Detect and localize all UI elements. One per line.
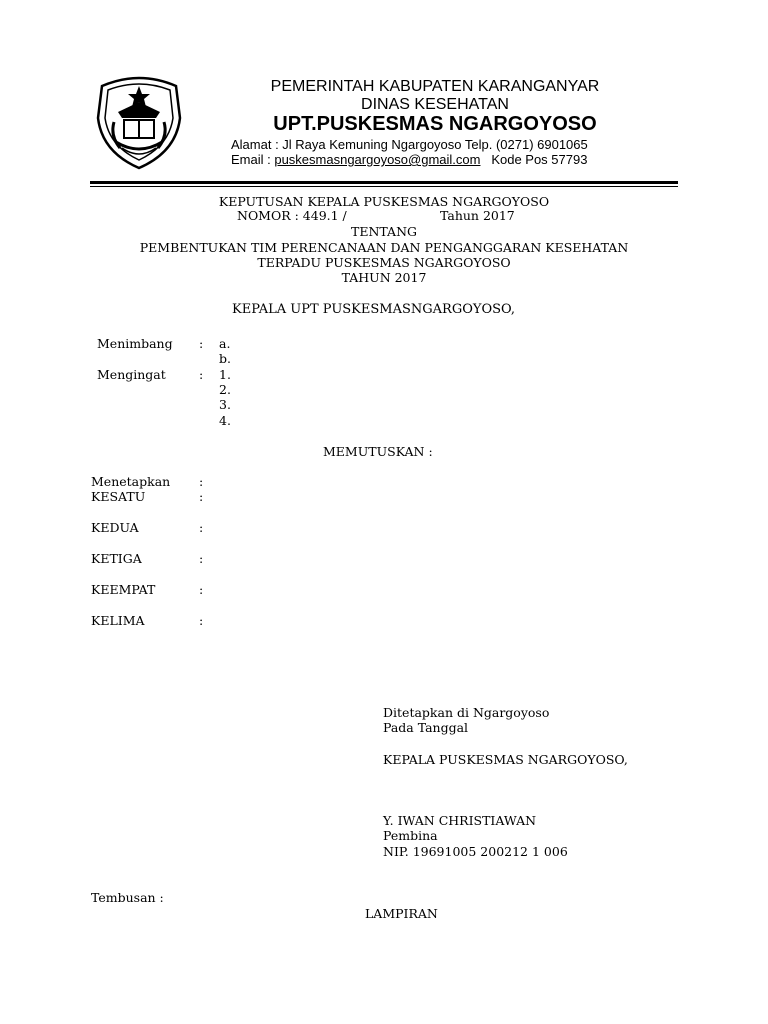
- letterhead-rule-thick: [90, 181, 678, 184]
- mengingat-item: 4.: [219, 413, 231, 428]
- menimbang-label: Menimbang: [97, 336, 173, 351]
- decision-label: KEEMPAT: [91, 582, 156, 597]
- decree-subject-1: PEMBENTUKAN TIM PERENCANAAN DAN PENGANGGARAN KESEHATAN: [139, 240, 629, 255]
- decree-title: KEPUTUSAN KEPALA PUSKESMAS NGARGOYOSO: [218, 194, 550, 209]
- regency-crest-icon: [94, 72, 184, 170]
- menimbang-colon: :: [199, 336, 204, 351]
- decision-label: KEDUA: [91, 520, 139, 535]
- email-link[interactable]: puskesmasngargoyoso@gmail.com: [274, 152, 481, 167]
- kepala-heading: KEPALA UPT PUSKESMASNGARGOYOSO,: [232, 302, 516, 317]
- decree-subject-2: TERPADU PUSKESMAS NGARGOYOSO: [257, 255, 511, 270]
- decision-label: KESATU: [91, 489, 146, 504]
- decision-colon: :: [199, 613, 204, 628]
- decree-number: NOMOR : 449.1 /: [237, 208, 347, 223]
- decision-colon: :: [199, 551, 204, 566]
- signature-date: Pada Tanggal: [383, 720, 469, 735]
- decision-label: KELIMA: [91, 613, 145, 628]
- letterhead-rule-thin: [90, 186, 678, 187]
- decision-label: KETIGA: [91, 551, 142, 566]
- postal-code: Kode Pos 57793: [491, 152, 588, 167]
- signatory-name: Y. IWAN CHRISTIAWAN: [383, 813, 537, 828]
- signature-title: KEPALA PUSKESMAS NGARGOYOSO,: [383, 752, 628, 767]
- letterhead-institution: UPT.PUSKESMAS NGARGOYOSO: [273, 113, 597, 135]
- decree-year: Tahun 2017: [440, 208, 515, 223]
- decision-colon: :: [199, 520, 204, 535]
- decision-colon: :: [199, 582, 204, 597]
- menimbang-item: b.: [219, 351, 231, 366]
- letterhead-address: Alamat : Jl Raya Kemuning Ngargoyoso Telp. (0271) 6901065: [231, 137, 588, 152]
- signature-place: Ditetapkan di Ngargoyoso: [383, 705, 550, 720]
- menimbang-item: a.: [219, 336, 231, 351]
- signatory-rank: Pembina: [383, 828, 438, 843]
- lampiran-heading: LAMPIRAN: [365, 906, 438, 921]
- letterhead-contact: [231, 152, 587, 167]
- mengingat-label: Mengingat: [97, 367, 166, 382]
- decision-colon: :: [199, 489, 204, 504]
- letterhead-department: DINAS KESEHATAN: [361, 96, 509, 113]
- mengingat-item: 2.: [219, 382, 231, 397]
- memutuskan-heading: MEMUTUSKAN :: [323, 444, 433, 459]
- email-label: Email :: [231, 152, 275, 167]
- tembusan-label: Tembusan :: [91, 890, 164, 905]
- signatory-nip: NIP. 19691005 200212 1 006: [383, 844, 568, 859]
- mengingat-colon: :: [199, 367, 204, 382]
- letterhead-government: PEMERINTAH KABUPATEN KARANGANYAR: [270, 78, 600, 95]
- decree-subject-year: TAHUN 2017: [341, 270, 427, 285]
- decree-tentang: TENTANG: [350, 224, 417, 239]
- mengingat-item: 3.: [219, 397, 231, 412]
- decision-colon: :: [199, 474, 204, 489]
- decision-label: Menetapkan: [91, 474, 171, 489]
- mengingat-item: 1.: [219, 367, 231, 382]
